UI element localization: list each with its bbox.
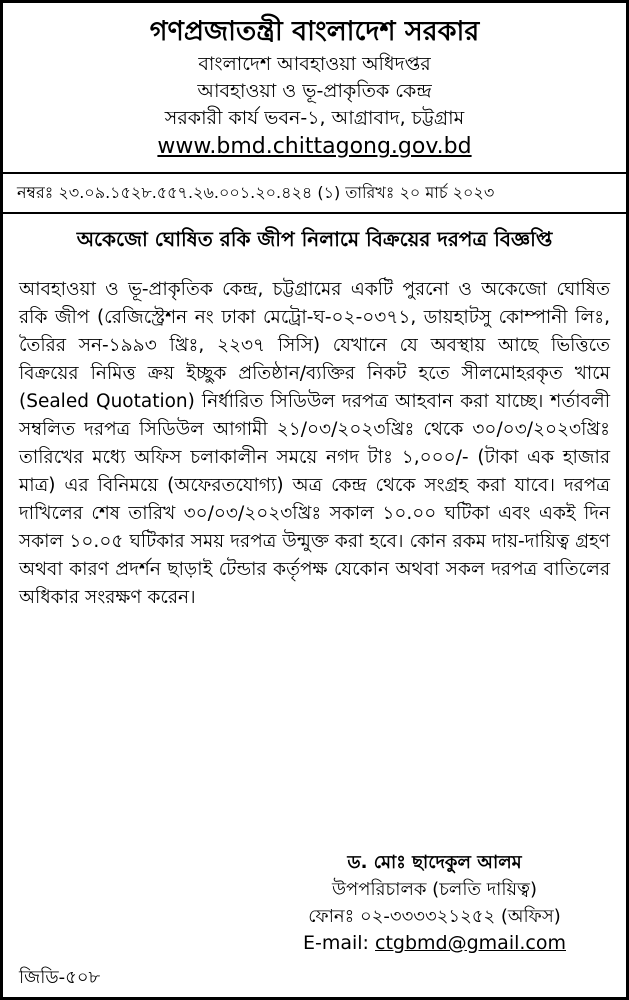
government-title: গণপ্রজাতন্ত্রী বাংলাদেশ সরকার (149, 16, 480, 47)
notice-title: অকেজো ঘোষিত রকি জীপ নিলামে বিক্রয়ের দরপত্র বিজ্ঞপ্তি (76, 227, 553, 251)
signatory-phone: ফোনঃ ০২-৩৩৩৩২১২৫২ (অফিস) (308, 906, 561, 927)
signature-block (303, 849, 566, 957)
office-address: সরকারী কার্য ভবন-১, আগ্রাবাদ, চট্টগ্রাম (164, 107, 465, 129)
memo-date: তারিখঃ ২০ মার্চ ২০২৩ (345, 183, 495, 202)
signatory-email (303, 930, 566, 957)
signatory-name: ড. মোঃ ছাদেকুল আলম (347, 852, 522, 873)
signatory-designation: উপপরিচালক (চলতি দায়িত্ব) (332, 879, 537, 900)
department-name: বাংলাদেশ আবহাওয়া অধিদপ্তর (198, 53, 431, 75)
divider (3, 172, 626, 174)
divider (3, 212, 626, 214)
memo-number: নম্বরঃ ২৩.০৯.১৫২৮.৫৫৭.২৬.০০১.২০.৪২৪ (১) (17, 183, 341, 202)
publication-code: জিডি-৫০৮ (19, 967, 101, 988)
center-name: আবহাওয়া ও ভূ-প্রাকৃতিক কেন্দ্র (197, 80, 432, 102)
website-link[interactable]: www.bmd.chittagong.gov.bd (157, 134, 472, 159)
email-label: E-mail: (302, 932, 369, 954)
email-link[interactable]: ctgbmd@gmail.com (375, 932, 566, 954)
memo-line (17, 182, 612, 204)
notice-body: আবহাওয়া ও ভূ-প্রাকৃতিক কেন্দ্র, চট্টগ্রামের একটি পুরনো ও অকেজো ঘোষিত রকি জীপ (রেজিস্ট্রেশন নং ঢাকা মেট্রো-ঘ-০২-০৩৭১, ডায়হাটসু কোম্পানী লিঃ, তৈরির সন-১৯৯৩ খ্রিঃ, ২২৩৭ সিসি) যেখানে যে অবস্থায় আছে ভিত্তিতে বিক্রয়ের নিমিত্ত ক্রয় ইচ্ছুক প্রতিষ্ঠান/ব্যক্তির নিকট হতে সীলমোহরকৃত খামে (Sealed Quotation) নির্ধারিত সিডিউল দরপত্র আহবান করা যাচ্ছে। শর্তাবলী সম্বলিত দরপত্র সিডিউল আগামী ২১/০৩/২০২৩খ্রিঃ থেকে ৩০/০৩/২০২৩খ্রিঃ তারিখের মধ্যে অফিস চলাকালীন সময়ে নগদ টাঃ ১,০০০/- (টাকা এক হাজার মাত্র) এর বিনিময়ে (অফেরতযোগ্য) অত্র কেন্দ্র থেকে সংগ্রহ করা যাবে। দরপত্র দাখিলের শেষ তারিখ ৩০/০৩/২০২৩খ্রিঃ সকাল ১০.০০ ঘটিকা এবং একই দিন সকাল ১০.০৫ ঘটিকার সময় দরপত্র উন্মুক্ত করা হবে। কোন রকম দায়-দায়িত্ব গ্রহণ অথবা কারণ প্রদর্শন ছাড়াই টেন্ডার কর্তৃপক্ষ যেকোন অথবা সকল দরপত্র বাতিলের অধিকার সংরক্ষণ করেন। (19, 279, 610, 608)
